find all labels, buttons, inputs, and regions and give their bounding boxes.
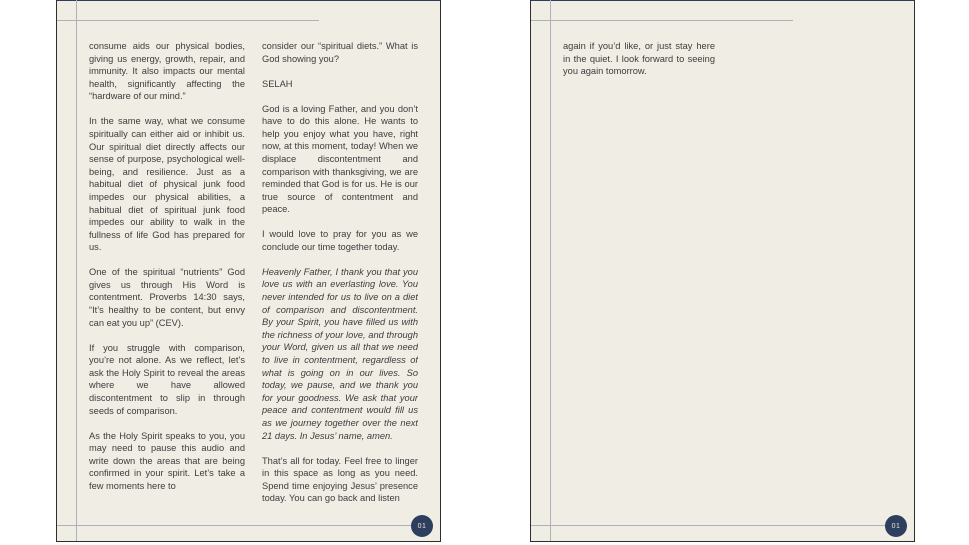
- text-column: [563, 40, 715, 521]
- paragraph: consume aids our physical bodies, giving us energy, growth, repair, and immunity. It also impacts our mental health, significantly affecting the “hardware of our mind.”: [89, 41, 245, 102]
- paragraph: That’s all for today. Feel free to linger in this space as long as you need. Spend time enjoying Jesus’ presence today. You can go back and listen: [262, 455, 418, 504]
- paragraph: SELAH: [262, 78, 293, 89]
- bottom-rule: [531, 525, 904, 526]
- page-number-badge: 01: [885, 515, 907, 537]
- paragraph: consider our “spiritual diets.” What is God showing you?: [262, 41, 418, 64]
- text-column-right: [262, 40, 418, 521]
- page-body: [89, 40, 418, 521]
- page-number-badge: 01: [411, 515, 433, 537]
- top-rule: [531, 20, 793, 21]
- bottom-rule: [57, 525, 430, 526]
- paragraph: God is a loving Father, and you don’t have to do this alone. He wants to help you enjoy what you have, right now, at this moment, today! When we displace discontentment and comparison with thanksgiving, we are reminded that God is for us. He is our true source of contentment and peace.: [262, 103, 418, 215]
- bottom-rule-accent: [57, 0, 440, 1]
- paragraph: again if you’d like, or just stay here in the quiet. I look forward to seeing you again tomorrow.: [563, 41, 715, 77]
- paragraph: As the Holy Spirit speaks to you, you may need to pause this audio and write down the areas that are being confirmed in your spirit. Let’s take a few moments here to: [89, 430, 245, 491]
- text-column-left: [89, 40, 245, 521]
- paragraph: If you struggle with comparison, you’re not alone. As we reflect, let’s ask the Holy Spirit to reveal the areas where we have allowed discontentment to slip in through seeds of comparison.: [89, 342, 245, 416]
- document-page-right: [530, 0, 915, 542]
- left-margin-rule: [76, 0, 77, 541]
- paragraph: One of the spiritual “nutrients” God gives us through His Word is contentment. Proverbs 14:30 says, “It’s healthy to be content, but envy can eat you up” (CEV).: [89, 267, 245, 328]
- paragraph: Heavenly Father, I thank you that you love us with an everlasting love. You never intended for us to live on a diet of comparison and discontentment. By your Spirit, you have filled us with the richness of your love, and through your Word, given us all that we need to live in contentment, regardless of what is going on in our lives. So today, we pause, and we thank you for your goodness. We ask that your peace and contentment would fill us as we journey together over the next 21 days. In Jesus’ name, amen.: [262, 266, 418, 441]
- paragraph: In the same way, what we consume spiritually can either aid or inhibit us. Our spiritual diet directly affects our sense of purpose, psychological well-being, and resilience. Just as a habitual diet of physical junk food impedes our physical abilities, a habitual diet of spiritual junk food impedes our ability to walk in the fullness of life God has prepared for us.: [89, 116, 245, 253]
- paragraph: I would love to pray for you as we conclude our time together today.: [262, 229, 418, 252]
- left-margin-rule: [550, 0, 551, 541]
- document-page-left: [56, 0, 441, 542]
- top-rule: [57, 20, 319, 21]
- page-body: [563, 40, 892, 521]
- bottom-rule-accent: [531, 0, 914, 1]
